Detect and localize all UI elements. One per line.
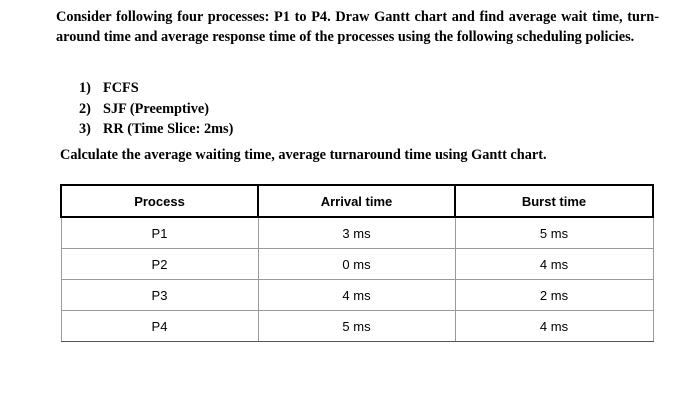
cell-arrival-time: 4 ms bbox=[258, 280, 455, 311]
cell-arrival-time: 3 ms bbox=[258, 217, 455, 249]
cell-arrival-time: 0 ms bbox=[258, 249, 455, 280]
header-process: Process bbox=[61, 185, 258, 217]
policy-label: SJF (Preemptive) bbox=[103, 100, 209, 117]
cell-process: P2 bbox=[61, 249, 258, 280]
policy-label: FCFS bbox=[103, 80, 139, 96]
cell-process: P4 bbox=[61, 311, 258, 342]
policy-label: RR (Time Slice: 2ms) bbox=[103, 121, 234, 137]
cell-burst-time: 4 ms bbox=[455, 249, 653, 280]
cell-burst-time: 4 ms bbox=[455, 311, 653, 342]
cell-process: P3 bbox=[61, 280, 258, 311]
policy-item bbox=[79, 78, 233, 99]
process-table bbox=[60, 184, 654, 342]
policy-item bbox=[79, 99, 233, 120]
table-row bbox=[61, 249, 653, 280]
cell-burst-time: 2 ms bbox=[455, 280, 653, 311]
policy-number: 2) bbox=[79, 100, 91, 117]
table-row bbox=[61, 217, 653, 249]
question-text: Consider following four processes: P1 to P4. Draw Gantt chart and find average wait time, turn-around time and average response time of the processes using the following scheduling policies. bbox=[56, 9, 659, 45]
policy-number: 1) bbox=[79, 80, 91, 96]
cell-process: P1 bbox=[61, 217, 258, 249]
cell-arrival-time: 5 ms bbox=[258, 311, 455, 342]
cell-burst-time: 5 ms bbox=[455, 217, 653, 249]
table-row bbox=[61, 311, 653, 342]
header-burst-time: Burst time bbox=[455, 185, 653, 217]
instruction-text: Calculate the average waiting time, average turnaround time using Gantt chart. bbox=[60, 147, 547, 163]
policy-item bbox=[79, 119, 233, 140]
policy-number: 3) bbox=[79, 121, 91, 137]
table-row bbox=[61, 280, 653, 311]
header-arrival-time: Arrival time bbox=[258, 185, 455, 217]
policy-list bbox=[79, 78, 233, 140]
table-header-row bbox=[61, 185, 653, 217]
